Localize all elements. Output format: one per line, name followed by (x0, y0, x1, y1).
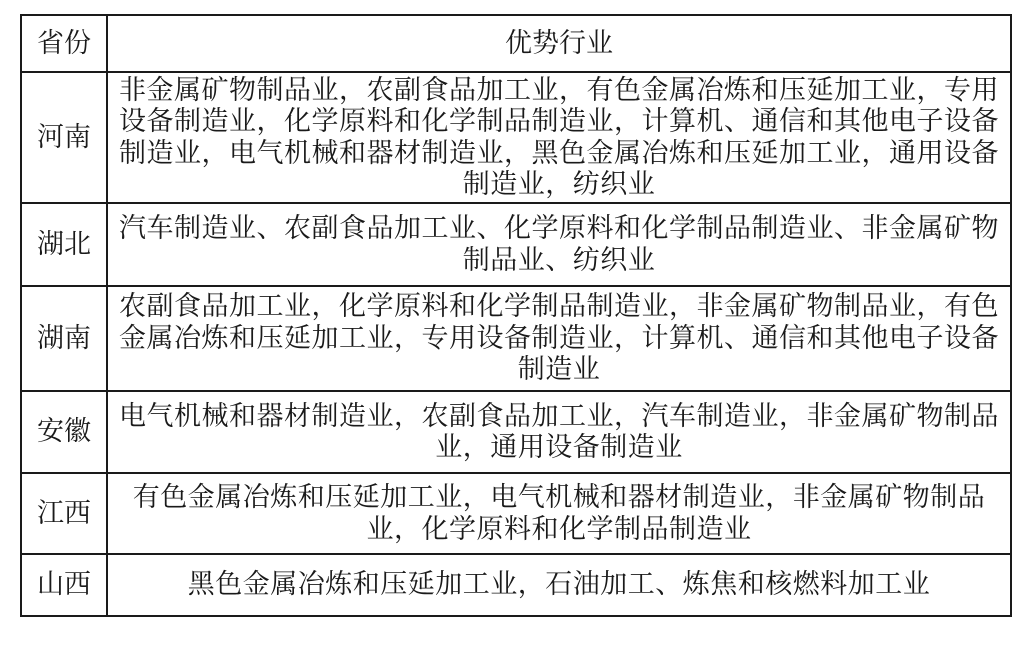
province-cell: 江西 (21, 473, 107, 554)
table-row (21, 391, 1011, 473)
table-header-row (21, 15, 1011, 72)
industry-cell: 黑色金属冶炼和压延加工业，石油加工、炼焦和核燃料加工业 (107, 554, 1011, 616)
industry-cell: 农副食品加工业，化学原料和化学制品制造业，非金属矿物制品业，有色金属冶炼和压延加工业，专用设备制造业，计算机、通信和其他电子设备制造业 (107, 286, 1011, 391)
table-row (21, 554, 1011, 616)
table-row (21, 72, 1011, 203)
industry-column-header: 优势行业 (107, 15, 1011, 72)
table-row (21, 473, 1011, 554)
province-industry-table (20, 14, 1012, 617)
province-cell: 湖北 (21, 203, 107, 286)
province-cell: 山西 (21, 554, 107, 616)
province-column-header: 省份 (21, 15, 107, 72)
province-cell: 湖南 (21, 286, 107, 391)
industry-cell: 有色金属冶炼和压延加工业，电气机械和器材制造业，非金属矿物制品业，化学原料和化学制品制造业 (107, 473, 1011, 554)
table-row (21, 286, 1011, 391)
industry-cell: 非金属矿物制品业，农副食品加工业，有色金属冶炼和压延加工业，专用设备制造业，化学原料和化学制品制造业，计算机、通信和其他电子设备制造业，电气机械和器材制造业，黑色金属冶炼和压延加工业，通用设备制造业，纺织业 (107, 72, 1011, 203)
industry-cell: 电气机械和器材制造业，农副食品加工业，汽车制造业，非金属矿物制品业，通用设备制造业 (107, 391, 1011, 473)
province-cell: 安徽 (21, 391, 107, 473)
table-row (21, 203, 1011, 286)
industry-cell: 汽车制造业、农副食品加工业、化学原料和化学制品制造业、非金属矿物制品业、纺织业 (107, 203, 1011, 286)
province-cell: 河南 (21, 72, 107, 203)
